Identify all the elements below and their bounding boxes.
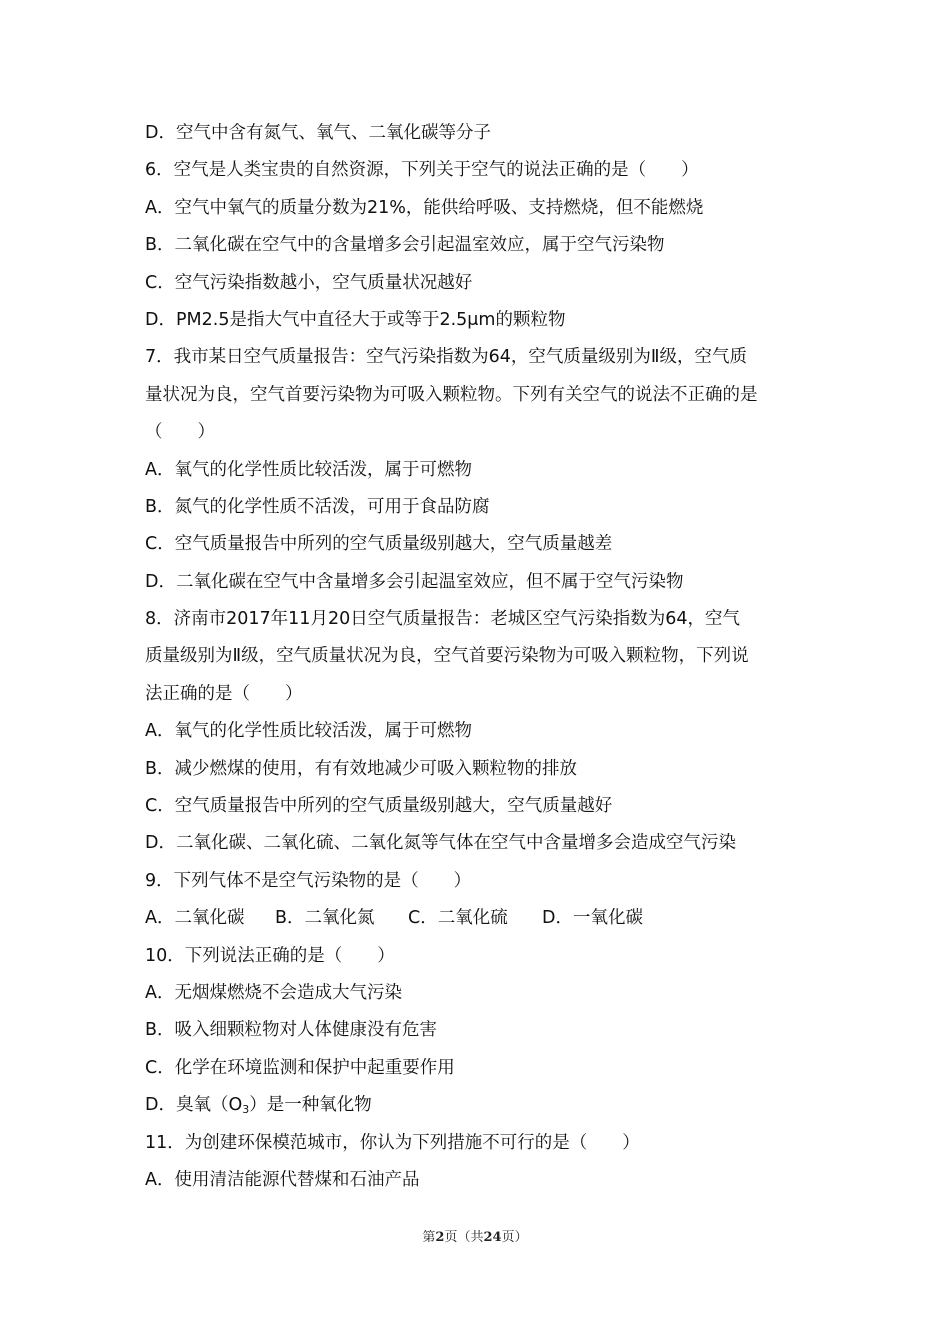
question-8-line-1: 8．济南市2017年11月20日空气质量报告：老城区空气污染指数为64，空气 <box>145 609 740 630</box>
option-d-q5: D．空气中含有氮气、氧气、二氧化碳等分子 <box>145 123 491 143</box>
option-b-q8: B．减少燃煤的使用，有有效地减少可吸入颗粒物的排放 <box>145 758 578 779</box>
option-c-q9: C．二氧化硫 <box>408 908 508 929</box>
option-a-q10: A．无烟煤燃烧不会造成大气污染 <box>145 982 402 1003</box>
option-a-q8: A．氧气的化学性质比较活泼，属于可燃物 <box>145 721 472 742</box>
question-7-line-2: 量状况为良，空气首要污染物为可吸入颗粒物。下列有关空气的说法不正确的是 <box>145 384 758 405</box>
question-10: 10．下列说法正确的是（ ） <box>145 945 395 966</box>
page-footer <box>0 1226 950 1245</box>
option-b-q10: B．吸入细颗粒物对人体健康没有危害 <box>145 1020 438 1041</box>
option-d-q6: D．PM2.5是指大气中直径大于或等于2.5μm的颗粒物 <box>145 309 566 330</box>
option-c-q8: C．空气质量报告中所列的空气质量级别越大，空气质量越好 <box>145 796 613 817</box>
question-8-line-2: 质量级别为Ⅱ级，空气质量状况为良，空气首要污染物为可吸入颗粒物，下列说 <box>145 646 749 667</box>
option-a-q9: A．二氧化碳 <box>145 908 245 929</box>
option-b-q6: B．二氧化碳在空气中的含量增多会引起温室效应，属于空气污染物 <box>145 235 665 256</box>
question-6: 6．空气是人类宝贵的自然资源，下列关于空气的说法正确的是（ ） <box>145 160 699 181</box>
option-b-q7: B．氮气的化学性质不活泼，可用于食品防腐 <box>145 496 490 517</box>
option-c-q7: C．空气质量报告中所列的空气质量级别越大，空气质量越差 <box>145 534 613 555</box>
document-body <box>145 115 815 1199</box>
question-8-line-3: 法正确的是（ ） <box>145 683 303 704</box>
question-7-line-1: 7．我市某日空气质量报告：空气污染指数为64，空气质量级别为Ⅱ级，空气质 <box>145 347 748 368</box>
option-d-q10 <box>145 1087 815 1124</box>
ozone-text-after: ）是一种氧化物 <box>249 1095 372 1116</box>
footer-page-number: 2 <box>435 1230 445 1245</box>
question-9: 9．下列气体不是空气污染物的是（ ） <box>145 870 472 891</box>
option-d-q7: D．二氧化碳在空气中含量增多会引起温室效应，但不属于空气污染物 <box>145 571 684 592</box>
option-c-q6: C．空气污染指数越小，空气质量状况越好 <box>145 272 473 293</box>
footer-total-pages: 24 <box>483 1230 502 1245</box>
option-d-q9: D．一氧化碳 <box>542 908 643 929</box>
footer-prefix: 第 <box>422 1230 436 1245</box>
option-a-q6: A．空气中氧气的质量分数为21%，能供给呼吸、支持燃烧，但不能燃烧 <box>145 197 704 218</box>
ozone-subscript: 3 <box>242 1103 250 1117</box>
option-a-q11: A．使用清洁能源代替煤和石油产品 <box>145 1169 420 1190</box>
option-c-q10: C．化学在环境监测和保护中起重要作用 <box>145 1057 455 1078</box>
question-7-line-3: （ ） <box>145 422 215 443</box>
footer-suffix: 页） <box>501 1230 528 1245</box>
option-a-q7: A．氧气的化学性质比较活泼，属于可燃物 <box>145 459 472 480</box>
option-b-q9: B．二氧化氮 <box>275 908 375 929</box>
option-d-q8: D．二氧化碳、二氧化硫、二氧化氮等气体在空气中含量增多会造成空气污染 <box>145 833 736 854</box>
ozone-text-before: D．臭氧（O <box>145 1095 243 1116</box>
footer-middle: 页（共 <box>444 1230 484 1245</box>
q9-options-row <box>145 900 815 937</box>
question-11: 11．为创建环保模范城市，你认为下列措施不可行的是（ ） <box>145 1132 640 1153</box>
